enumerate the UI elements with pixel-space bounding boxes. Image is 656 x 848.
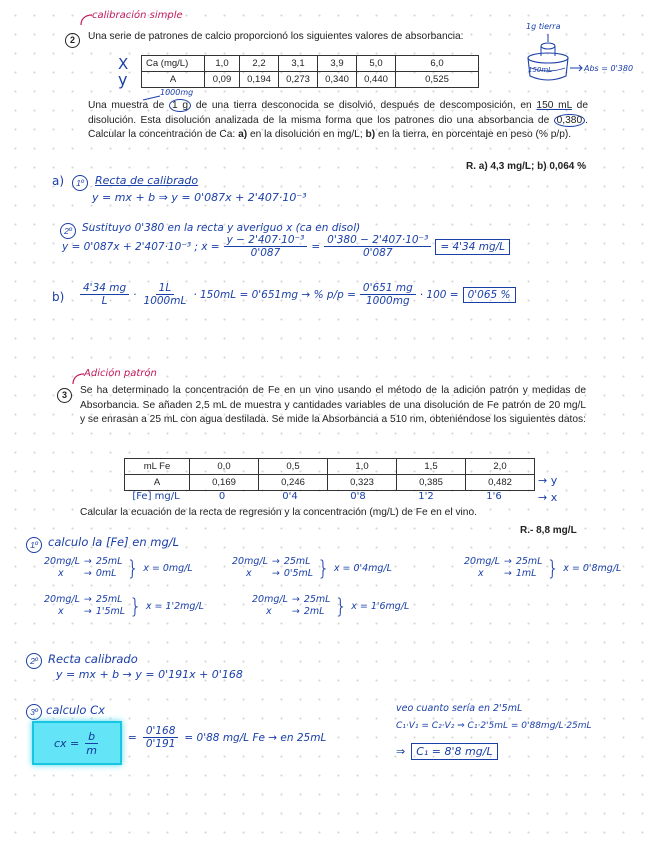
calc-x: x — [246, 568, 252, 579]
s2-header-note: calibración simple — [92, 10, 183, 21]
fraction-num: y − 2'407·10⁻³ — [224, 234, 308, 247]
step-number: 1º — [72, 175, 88, 191]
table-cell: 3,9 — [318, 56, 357, 72]
fraction — [324, 234, 431, 259]
fraction-num: 0'651 mg — [360, 282, 416, 295]
fraction — [141, 282, 190, 307]
calc-v1: 25mL — [303, 594, 331, 605]
text: en la disolución en mg/L; — [249, 129, 363, 140]
brace-icon: } — [129, 594, 142, 618]
text: de disolución. Esta disolución analizada de la misma forma que los patrones dio una absorbancia de — [88, 100, 588, 126]
calc-conc: 20mg/L — [252, 594, 288, 605]
arrow-right-icon: → — [291, 594, 300, 605]
arrow-right-icon: → — [83, 594, 92, 605]
fraction — [360, 282, 416, 307]
table-cell: 0,169 — [190, 475, 259, 491]
mg-note: 1000mg — [160, 88, 194, 97]
text: en la tierra, en porcentaje en peso (% p/p). — [378, 129, 572, 140]
calc-v2: 0mL — [95, 568, 117, 579]
calc-v2: 1'5mL — [95, 606, 126, 617]
calc-item — [464, 556, 621, 580]
s2-header-curve-icon — [78, 12, 94, 26]
s2-data-table — [141, 55, 479, 88]
s3-side-note: veo cuanto sería en 2'5mL — [396, 703, 523, 714]
step-number: 2º — [60, 223, 76, 239]
fe-cell: 0'4 — [282, 491, 298, 502]
s2-number-badge — [65, 30, 80, 48]
mg-note-arrow-icon — [140, 92, 162, 102]
s2-paragraph — [88, 99, 588, 143]
calc-left — [44, 594, 80, 618]
text: b) — [365, 129, 376, 140]
s2-eq2: y = 0'087x + 2'407·10⁻³ ; x = $\frac{\text{y − 2'407·10⁻³}}{0'087}$ = $\frac{\text{0'380 − 2'407·10⁻³}}{0'087}$ = 4'34 mg/L — [62, 234, 510, 259]
calc-item — [44, 556, 193, 580]
fe-cell: 1'2 — [418, 491, 434, 502]
s3-fe-row — [124, 491, 528, 502]
s3-result: R.- 8,8 mg/L — [520, 525, 577, 536]
calc-conc: 20mg/L — [232, 556, 268, 567]
s2-step2-title: Sustituyo 0'380 en la recta y averiguo x (ca en disol) — [82, 222, 361, 234]
s3-data-table — [124, 458, 535, 491]
table-cell: 5,0 — [357, 56, 396, 72]
text: · 150mL = 0'651mg → % p/p = — [193, 288, 356, 301]
calc-left — [252, 594, 288, 618]
calc-item — [232, 556, 392, 580]
calc-volumes — [96, 556, 123, 580]
s3-step1-badge — [26, 535, 42, 553]
s3-step3-title: calculo Cx — [46, 703, 105, 717]
s3-table-row-abs — [125, 475, 535, 491]
part-a-label: a) — [52, 174, 65, 188]
s3-y-mark: → y — [538, 474, 558, 487]
text: y = 0'087x + 2'407·10⁻³ ; x = — [62, 240, 220, 253]
table-cell: 2,2 — [240, 56, 279, 72]
absorbance-circled: 0,380 — [554, 114, 586, 127]
text: = 0'88 mg/L Fe → en 25mL — [184, 731, 327, 744]
s3-side-eq: C₁·V₁ = C₂·V₂ ⇒ C₁·2'5mL = 0'88mg/L·25mL — [396, 721, 592, 731]
calc-conc: 20mg/L — [44, 594, 80, 605]
s3-number: 3 — [57, 388, 72, 403]
fraction-den: 0'191 — [145, 738, 176, 750]
s3-side-result-row — [396, 743, 498, 760]
table-cell: 0,482 — [466, 475, 535, 491]
calc-v1: 25mL — [95, 594, 123, 605]
s2-step1-title: Recta de calibrado — [95, 174, 199, 187]
fe-cell: 1'6 — [486, 491, 502, 502]
beaker-diagram-icon — [520, 32, 640, 88]
table-cell: 0,194 — [240, 72, 279, 88]
fraction — [224, 234, 308, 259]
s2-number: 2 — [65, 33, 80, 48]
table-cell: 0,5 — [259, 459, 328, 475]
calc-volumes — [304, 594, 331, 618]
calc-v2: 2mL — [303, 606, 325, 617]
calc-conc: 20mg/L — [464, 556, 500, 567]
fraction — [80, 282, 129, 307]
fraction-num: 0'380 − 2'407·10⁻³ — [324, 234, 431, 247]
arrow-right-icon: → — [503, 568, 512, 579]
s3-table-row-ml — [125, 459, 535, 475]
s2-result: R. a) 4,3 mg/L; b) 0,064 % — [466, 161, 587, 172]
calc-left — [44, 556, 80, 580]
calc-x: x — [478, 568, 484, 579]
text: = — [128, 731, 137, 744]
calc-result: x = 1'2mg/L — [145, 600, 204, 612]
table-cell: 0,323 — [328, 475, 397, 491]
arrow-right-icon: → — [83, 556, 92, 567]
calc-x: x — [58, 606, 64, 617]
s3-final-result-boxed: C₁ = 8'8 mg/L — [411, 743, 497, 760]
s3-step3-badge — [26, 702, 42, 720]
table-cell: 1,0 — [205, 56, 240, 72]
calc-result: x = 0mg/L — [143, 562, 193, 574]
fe-cell: 0'8 — [350, 491, 366, 502]
table-cell: A — [142, 72, 205, 88]
table-cell: 2,0 — [466, 459, 535, 475]
calc-volumes — [284, 556, 313, 580]
table-cell: A — [125, 475, 190, 491]
arrow-right-icon: → — [271, 568, 280, 579]
fraction-den: 0'087 — [250, 247, 281, 259]
s3-header-note: Adición patrón — [84, 368, 157, 379]
volume-underlined: 150 mL — [536, 100, 572, 111]
brace-icon: } — [126, 556, 140, 580]
calc-x: x — [58, 568, 64, 579]
calc-v2: 0'5mL — [283, 568, 314, 579]
calc-v1: 25mL — [515, 556, 543, 567]
s2-part-b-eq: $\frac{4'34 mg}{L}$ · $\frac{1L}{1000mL}$ · 150mL = 0'651mg → % p/p = $\frac{0'651 mg}{1000mg}$ · 100 = 0'065 % — [80, 282, 516, 307]
table-cell: 0,246 — [259, 475, 328, 491]
s3-question: Calcular la ecuación de la recta de regresión y la concentración (mg/L) de Fe en el vino. — [80, 507, 477, 518]
cx-formula-highlight — [32, 721, 122, 765]
step-number: 2º — [26, 653, 42, 669]
fraction-den: 1000mL — [143, 295, 187, 307]
s3-step2-title: Recta calibrado — [48, 652, 138, 666]
calc-result: x = 1'6mg/L — [351, 600, 410, 612]
arrow-right-icon: → — [83, 606, 92, 617]
s2-percent-result-boxed: 0'065 % — [463, 287, 516, 303]
part-b-label: b) — [52, 290, 65, 304]
s3-step1-title: calculo la [Fe] en mg/L — [48, 535, 180, 549]
calc-arrows — [504, 556, 512, 580]
calc-result: x = 0'4mg/L — [333, 562, 392, 574]
brace-icon: } — [546, 556, 560, 580]
calc-result: x = 0'8mg/L — [563, 562, 622, 574]
text: Una muestra de — [88, 100, 165, 111]
fraction-num: 0'168 — [143, 725, 179, 738]
s2-conc-result-boxed: = 4'34 mg/L — [435, 239, 510, 255]
table-cell: 0,340 — [318, 72, 357, 88]
s3-statement: Se ha determinado la concentración de Fe en un vino usando el método de la adición patrón y medidas de Absorbancia. Se añaden 2,5 mL de muestra y cantidades variables de una disolución de Fe patrón de 20 mg/L y se enrasan a 25 mL con agua destilada. Se mide la Absorbancia a 510 nm, obteniéndose los siguientes datos: — [80, 385, 586, 425]
fraction-den: 0'087 — [362, 247, 393, 259]
s3-cx-calc — [128, 725, 326, 750]
s2-table-row-conc — [142, 56, 479, 72]
fraction-den: 1000mg — [366, 295, 410, 307]
calc-v2: 1mL — [515, 568, 537, 579]
s3-step2-badge — [26, 651, 42, 669]
calc-conc: 20mg/L — [44, 556, 80, 567]
fraction-den: m — [86, 743, 97, 757]
s3-x-mark: → x — [538, 491, 558, 504]
sample-mass-circled: 1 g — [169, 99, 191, 112]
diagram-top-label: 1g tierra — [526, 22, 561, 31]
calc-item — [44, 594, 204, 618]
fraction-num: b — [85, 730, 98, 744]
table-cell: 6,0 — [396, 56, 479, 72]
table-cell: 0,273 — [279, 72, 318, 88]
fraction — [143, 725, 179, 750]
calc-arrows — [272, 556, 280, 580]
table-cell: 0,525 — [396, 72, 479, 88]
s2-statement: Una serie de patrones de calcio proporcionó los siguientes valores de absorbancia: — [88, 31, 464, 42]
calc-v1: 25mL — [283, 556, 311, 567]
s3-eq: y = mx + b → y = 0'191x + 0'168 — [56, 668, 243, 681]
brace-icon: } — [334, 594, 348, 618]
table-cell: Ca (mg/L) — [142, 56, 205, 72]
calc-item — [252, 594, 409, 618]
diagram-abs-label: Abs = 0'380 — [584, 64, 634, 73]
step-number: 1º — [26, 537, 42, 553]
fraction — [83, 730, 100, 757]
arrow-right-icon: → — [503, 556, 512, 567]
diagram-side-label: 150mL — [528, 66, 553, 74]
calc-arrows — [292, 594, 300, 618]
arrow-right-icon: → — [83, 568, 92, 579]
calc-volumes — [96, 594, 125, 618]
table-cell: 0,0 — [190, 459, 259, 475]
calc-volumes — [516, 556, 543, 580]
s2-x-mark: X — [118, 55, 129, 73]
calc-v1: 25mL — [95, 556, 123, 567]
arrow-right-icon: → — [291, 606, 300, 617]
text: . Calcular la concentración de Ca: — [88, 114, 588, 140]
s2-y-mark: y — [118, 70, 128, 89]
table-cell: 3,1 — [279, 56, 318, 72]
text: ⇒ — [396, 745, 406, 758]
calc-left — [464, 556, 500, 580]
calc-x: x — [266, 606, 272, 617]
arrow-right-icon: → — [271, 556, 280, 567]
text: a) — [238, 129, 248, 140]
table-cell: 0,385 — [397, 475, 466, 491]
s2-eq1: y = mx + b ⇒ y = 0'087x + 2'407·10⁻³ — [92, 191, 307, 204]
text: · 100 = — [419, 288, 459, 301]
table-cell: 1,5 — [397, 459, 466, 475]
table-cell: 1,0 — [328, 459, 397, 475]
step-number: 3º — [26, 704, 42, 720]
fe-cell: 0 — [218, 491, 226, 502]
calc-left — [232, 556, 268, 580]
table-cell: 0,440 — [357, 72, 396, 88]
fraction-num: 1L — [156, 282, 175, 295]
text: cx = — [54, 736, 80, 750]
fraction-num: 4'34 mg — [80, 282, 129, 295]
fe-cell: [Fe] mg/L — [132, 491, 180, 502]
text: de una tierra desconocida se disolvió, después de descomposición, en — [195, 100, 532, 111]
s2-step1-badge — [72, 173, 88, 191]
calc-arrows — [84, 556, 92, 580]
s2-table-row-abs — [142, 72, 479, 88]
fraction-den: L — [101, 295, 108, 307]
brace-icon: } — [317, 556, 330, 580]
table-cell: mL Fe — [125, 459, 190, 475]
s3-number-badge — [57, 385, 72, 403]
calc-arrows — [84, 594, 92, 618]
table-cell: 0,09 — [205, 72, 240, 88]
